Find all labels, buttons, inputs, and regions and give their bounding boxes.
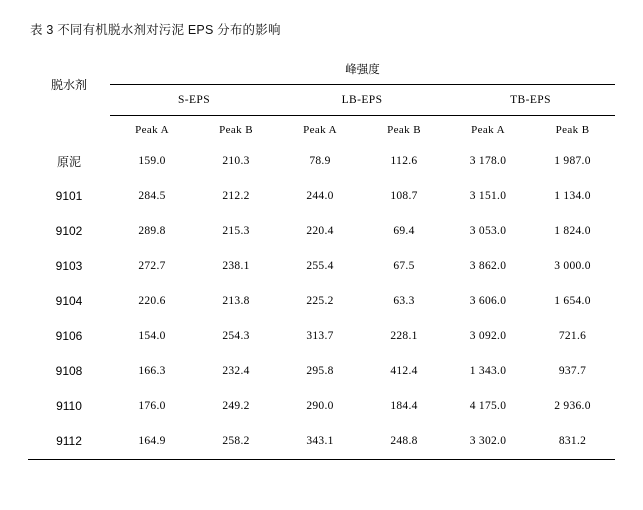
cell-value: 313.7	[306, 330, 334, 342]
row-label: 9103	[55, 259, 83, 273]
row-label: 9108	[55, 364, 83, 378]
header-blank-cell	[28, 115, 110, 144]
cell-value: 67.5	[393, 260, 415, 272]
table-header-peak-row	[28, 115, 615, 144]
cell-value: 228.1	[390, 330, 418, 342]
table-row	[28, 424, 615, 460]
header-group-lb-eps: LB-EPS	[278, 84, 446, 115]
header-group-tb-eps: TB-EPS	[446, 84, 615, 115]
cell-value: 215.3	[222, 225, 250, 237]
table-row	[28, 214, 615, 249]
row-label: 9101	[55, 189, 83, 203]
header-lb-eps-peak-a: Peak A	[303, 123, 337, 136]
table-row	[28, 249, 615, 284]
cell-value: 244.0	[306, 190, 334, 202]
cell-value: 108.7	[390, 190, 418, 202]
table-row	[28, 144, 615, 179]
cell-value: 254.3	[222, 330, 250, 342]
cell-value: 3 000.0	[554, 260, 591, 272]
cell-value: 184.4	[390, 400, 418, 412]
cell-value: 1 134.0	[554, 190, 591, 202]
row-label: 9102	[55, 224, 83, 238]
cell-value: 1 824.0	[554, 225, 591, 237]
table-row	[28, 284, 615, 319]
cell-value: 272.7	[138, 260, 166, 272]
cell-value: 4 175.0	[469, 400, 507, 412]
cell-value: 213.8	[222, 295, 250, 307]
row-label: 9106	[55, 329, 83, 343]
cell-value: 220.6	[138, 295, 166, 307]
header-peak-intensity: 峰强度	[110, 54, 615, 85]
table-header-fraction-row	[28, 84, 615, 115]
cell-value: 166.3	[138, 365, 166, 377]
cell-value: 176.0	[138, 400, 166, 412]
header-corner-label: 脱水剂	[50, 77, 87, 92]
cell-value: 154.0	[138, 330, 166, 342]
header-s-eps-peak-a: Peak A	[135, 123, 169, 136]
cell-value: 248.8	[362, 424, 446, 460]
cell-value: 3 862.0	[469, 260, 507, 272]
cell-value: 412.4	[390, 365, 418, 377]
cell-value: 3 606.0	[469, 295, 507, 307]
cell-value: 258.2	[194, 424, 278, 460]
cell-value: 3 302.0	[446, 424, 530, 460]
header-tb-eps-peak-b: Peak B	[555, 123, 590, 136]
header-s-eps-peak-b: Peak B	[219, 123, 253, 136]
cell-value: 2 936.0	[554, 400, 591, 412]
cell-value: 164.9	[110, 424, 194, 460]
cell-value: 1 654.0	[554, 295, 591, 307]
header-group-s-eps: S-EPS	[110, 84, 278, 115]
cell-value: 284.5	[138, 190, 166, 202]
table-header-group-row	[28, 54, 615, 85]
table-row	[28, 389, 615, 424]
cell-value: 831.2	[530, 424, 615, 460]
row-label: 9104	[55, 294, 83, 308]
table-row	[28, 319, 615, 354]
cell-value: 3 053.0	[469, 225, 507, 237]
cell-value: 232.4	[222, 365, 250, 377]
cell-value: 249.2	[222, 400, 250, 412]
cell-value: 255.4	[306, 260, 334, 272]
cell-value: 295.8	[306, 365, 334, 377]
header-lb-eps-peak-b: Peak B	[387, 123, 421, 136]
cell-value: 721.6	[558, 330, 587, 342]
cell-value: 112.6	[390, 155, 418, 167]
cell-value: 1 343.0	[469, 365, 507, 377]
cell-value: 3 178.0	[469, 155, 507, 167]
table-caption: 表 3 不同有机脱水剂对污泥 EPS 分布的影响	[30, 23, 281, 37]
row-label: 9110	[56, 399, 82, 413]
table-row	[28, 354, 615, 389]
cell-value: 290.0	[306, 400, 334, 412]
eps-distribution-table	[28, 54, 615, 460]
table-row	[28, 179, 615, 214]
cell-value: 3 151.0	[469, 190, 507, 202]
cell-value: 1 987.0	[554, 155, 591, 167]
cell-value: 220.4	[306, 225, 334, 237]
cell-value: 210.3	[222, 155, 250, 167]
row-label: 9112	[28, 424, 110, 460]
row-label: 原泥	[56, 154, 81, 169]
cell-value: 212.2	[222, 190, 250, 202]
cell-value: 159.0	[138, 155, 166, 167]
cell-value: 238.1	[222, 260, 250, 272]
cell-value: 78.9	[309, 155, 331, 167]
cell-value: 289.8	[138, 225, 166, 237]
cell-value: 225.2	[306, 295, 334, 307]
cell-value: 937.7	[558, 365, 587, 377]
cell-value: 63.3	[393, 295, 415, 307]
cell-value: 69.4	[393, 225, 415, 237]
cell-value: 343.1	[278, 424, 362, 460]
header-tb-eps-peak-a: Peak A	[471, 123, 505, 136]
cell-value: 3 092.0	[469, 330, 507, 342]
